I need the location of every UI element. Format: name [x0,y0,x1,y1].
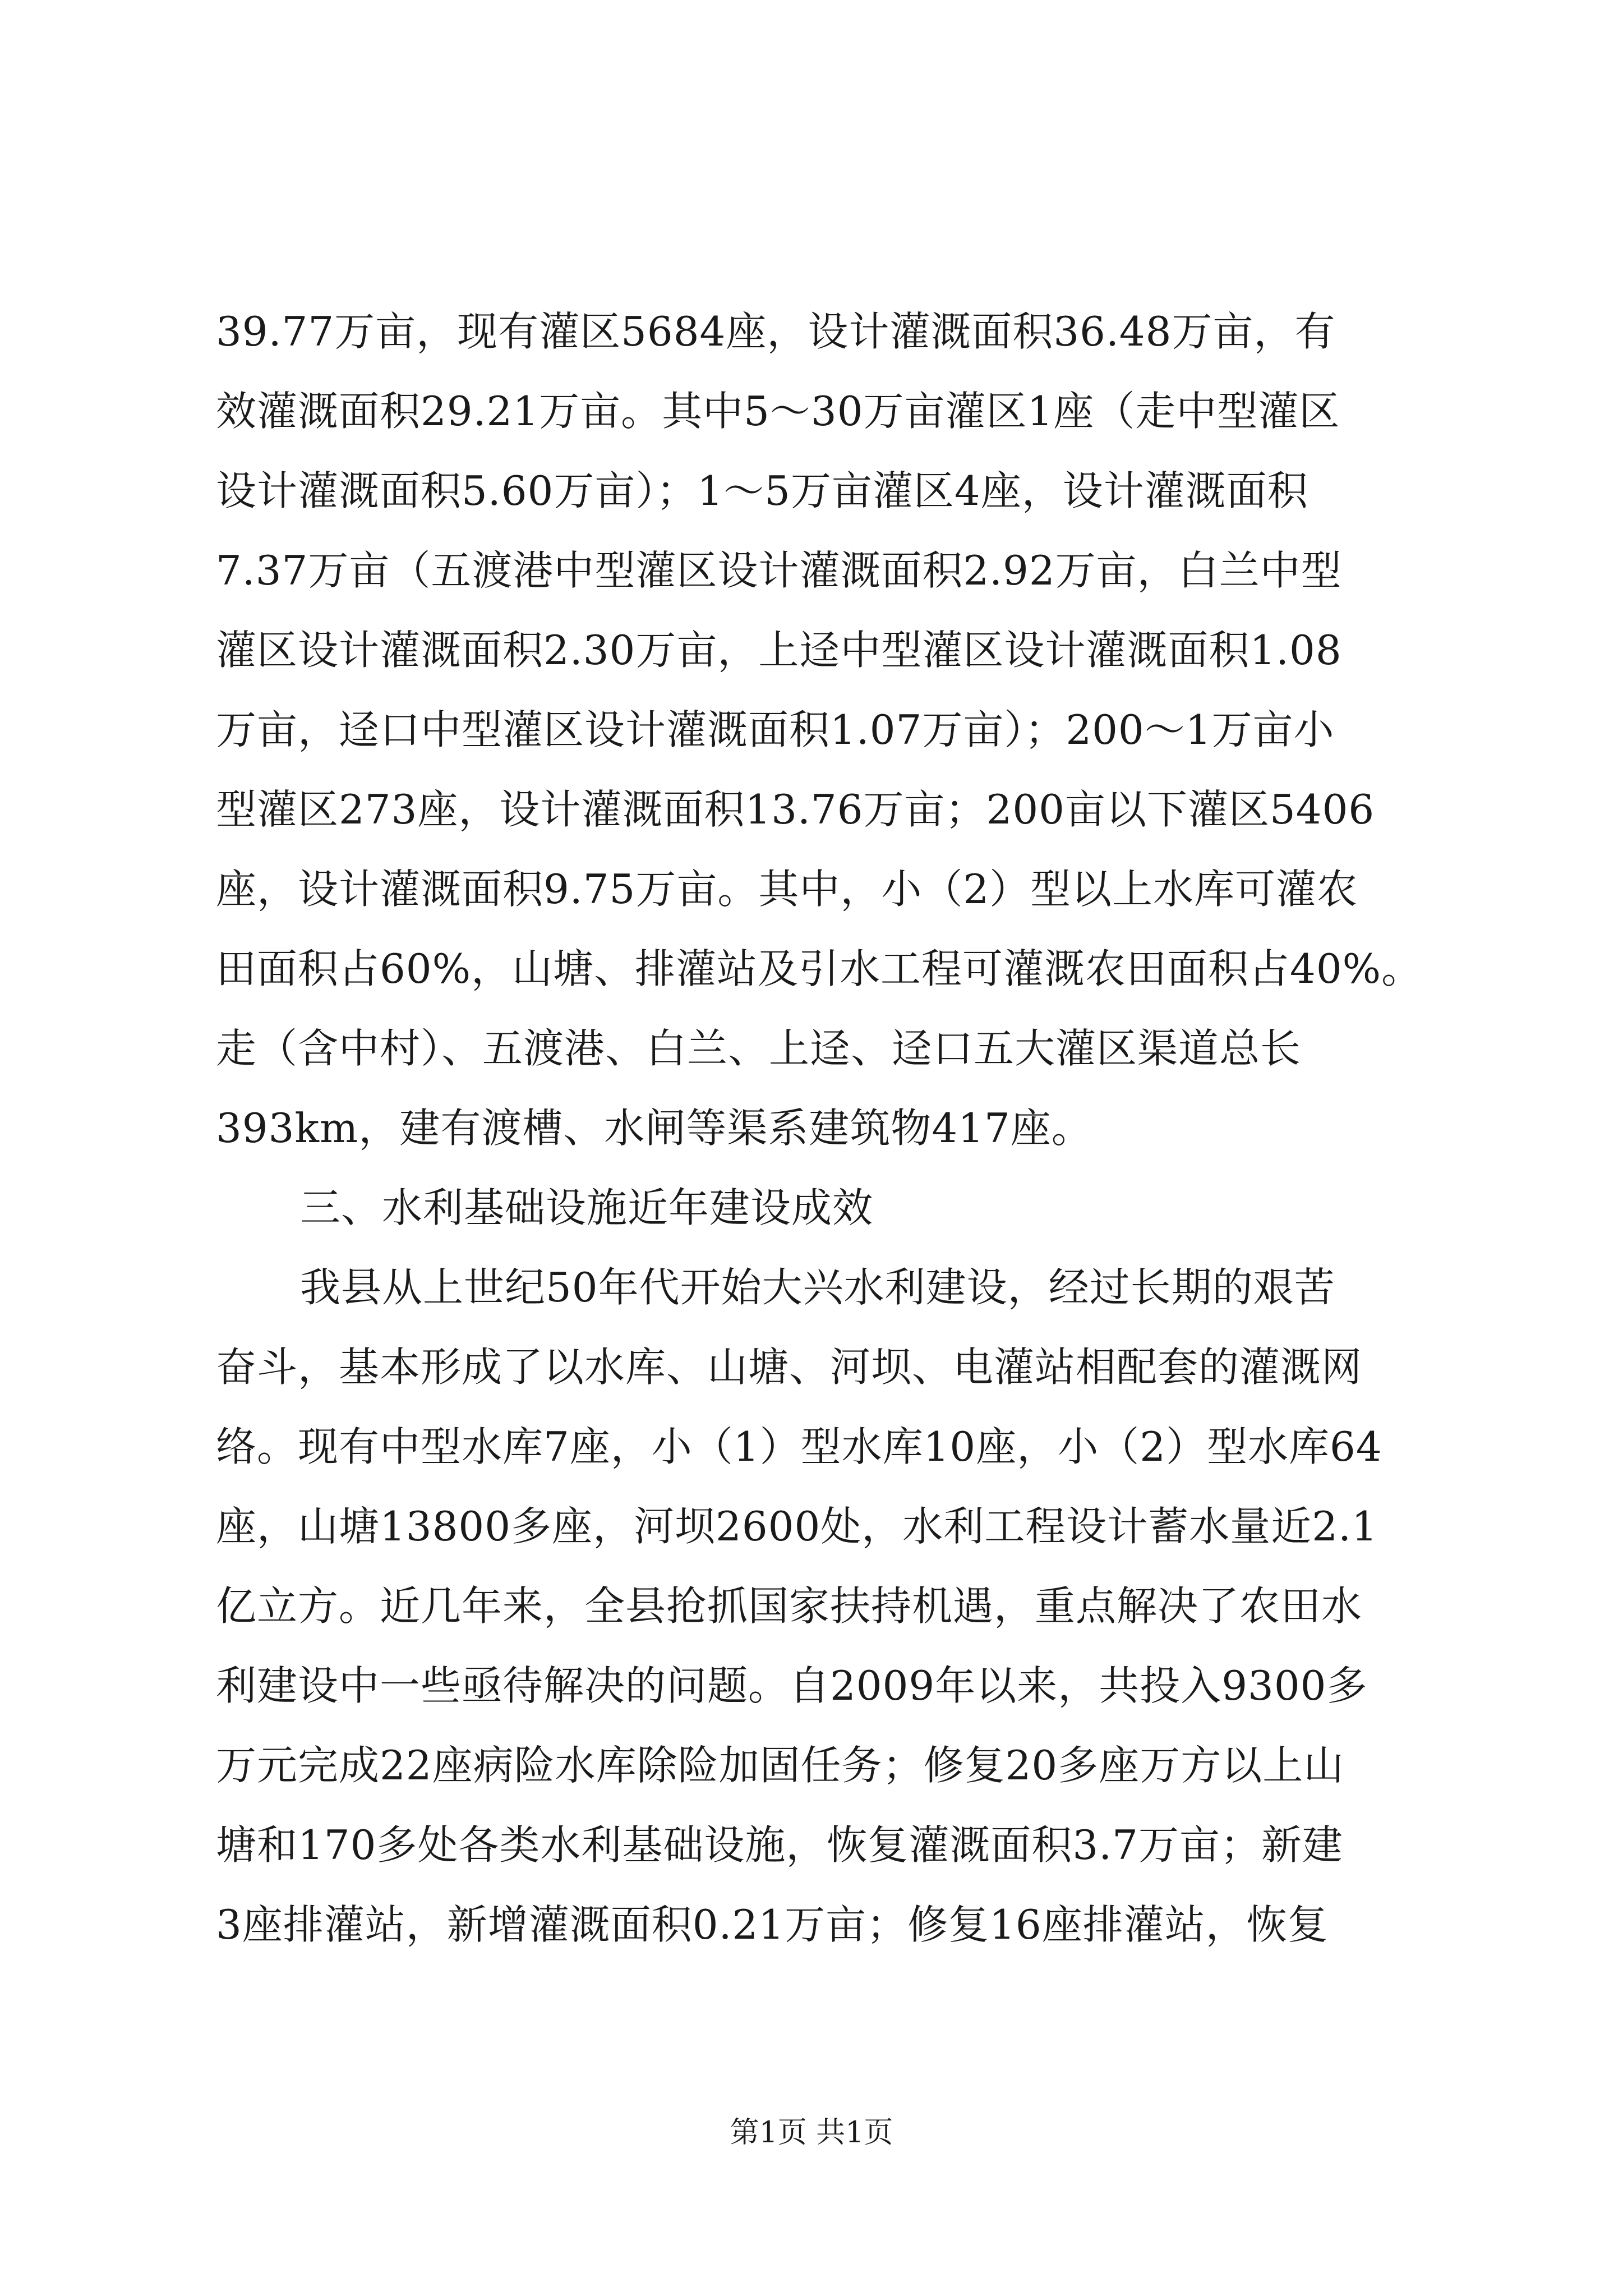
text-line: 利建设中一些亟待解决的问题。自2009年以来，共投入9300多 [216,1662,1368,1709]
text-line: 座，设计灌溉面积9.75万亩。其中，小（2）型以上水库可灌农 [216,866,1358,913]
text-line: 座，山塘13800多座，河坝2600处，水利工程设计蓄水量近2.1 [216,1503,1378,1550]
text-line: 万亩，迳口中型灌区设计灌溉面积1.07万亩）；200～1万亩小 [216,706,1335,753]
text-line: 万元完成22座病险水库除险加固任务；修复20多座万方以上山 [216,1742,1345,1789]
section-heading: 三、水利基础设施近年建设成效 [300,1184,874,1231]
text-line: 型灌区273座，设计灌溉面积13.76万亩；200亩以下灌区5406 [216,786,1375,833]
text-line: 效灌溉面积29.21万亩。其中5～30万亩灌区1座（走中型灌区 [216,388,1340,435]
text-line: 393km，建有渡槽、水闸等渠系建筑物417座。 [216,1105,1092,1152]
text-line: 设计灌溉面积5.60万亩）；1～5万亩灌区4座，设计灌溉面积 [216,467,1308,514]
text-line: 7.37万亩（五渡港中型灌区设计灌溉面积2.92万亩，白兰中型 [216,547,1342,594]
text-line: 络。现有中型水库7座，小（1）型水库10座，小（2）型水库64 [216,1423,1382,1470]
text-line: 塘和170多处各类水利基础设施，恢复灌溉面积3.7万亩；新建 [216,1821,1343,1869]
text-line: 奋斗，基本形成了以水库、山塘、河坝、电灌站相配套的灌溉网 [216,1343,1363,1391]
text-line: 灌区设计灌溉面积2.30万亩，上迳中型灌区设计灌溉面积1.08 [216,627,1342,674]
page-footer [0,2110,1623,2155]
page-number-label: 第1页 共1页 [730,2116,893,2150]
text-line: 我县从上世纪50年代开始大兴水利建设，经过长期的艰苦 [300,1264,1335,1311]
document-body [216,292,1423,1964]
text-line: 田面积占60%，山塘、排灌站及引水工程可灌溉农田面积占40%。 [216,945,1423,992]
text-line: 走（含中村）、五渡港、白兰、上迳、迳口五大灌区渠道总长 [216,1025,1302,1072]
text-line: 39.77万亩，现有灌区5684座，设计灌溉面积36.48万亩，有 [216,308,1336,355]
text-line: 3座排灌站，新增灌溉面积0.21万亩；修复16座排灌站，恢复 [216,1901,1329,1948]
text-line: 亿立方。近几年来，全县抢抓国家扶持机遇，重点解决了农田水 [216,1582,1363,1630]
